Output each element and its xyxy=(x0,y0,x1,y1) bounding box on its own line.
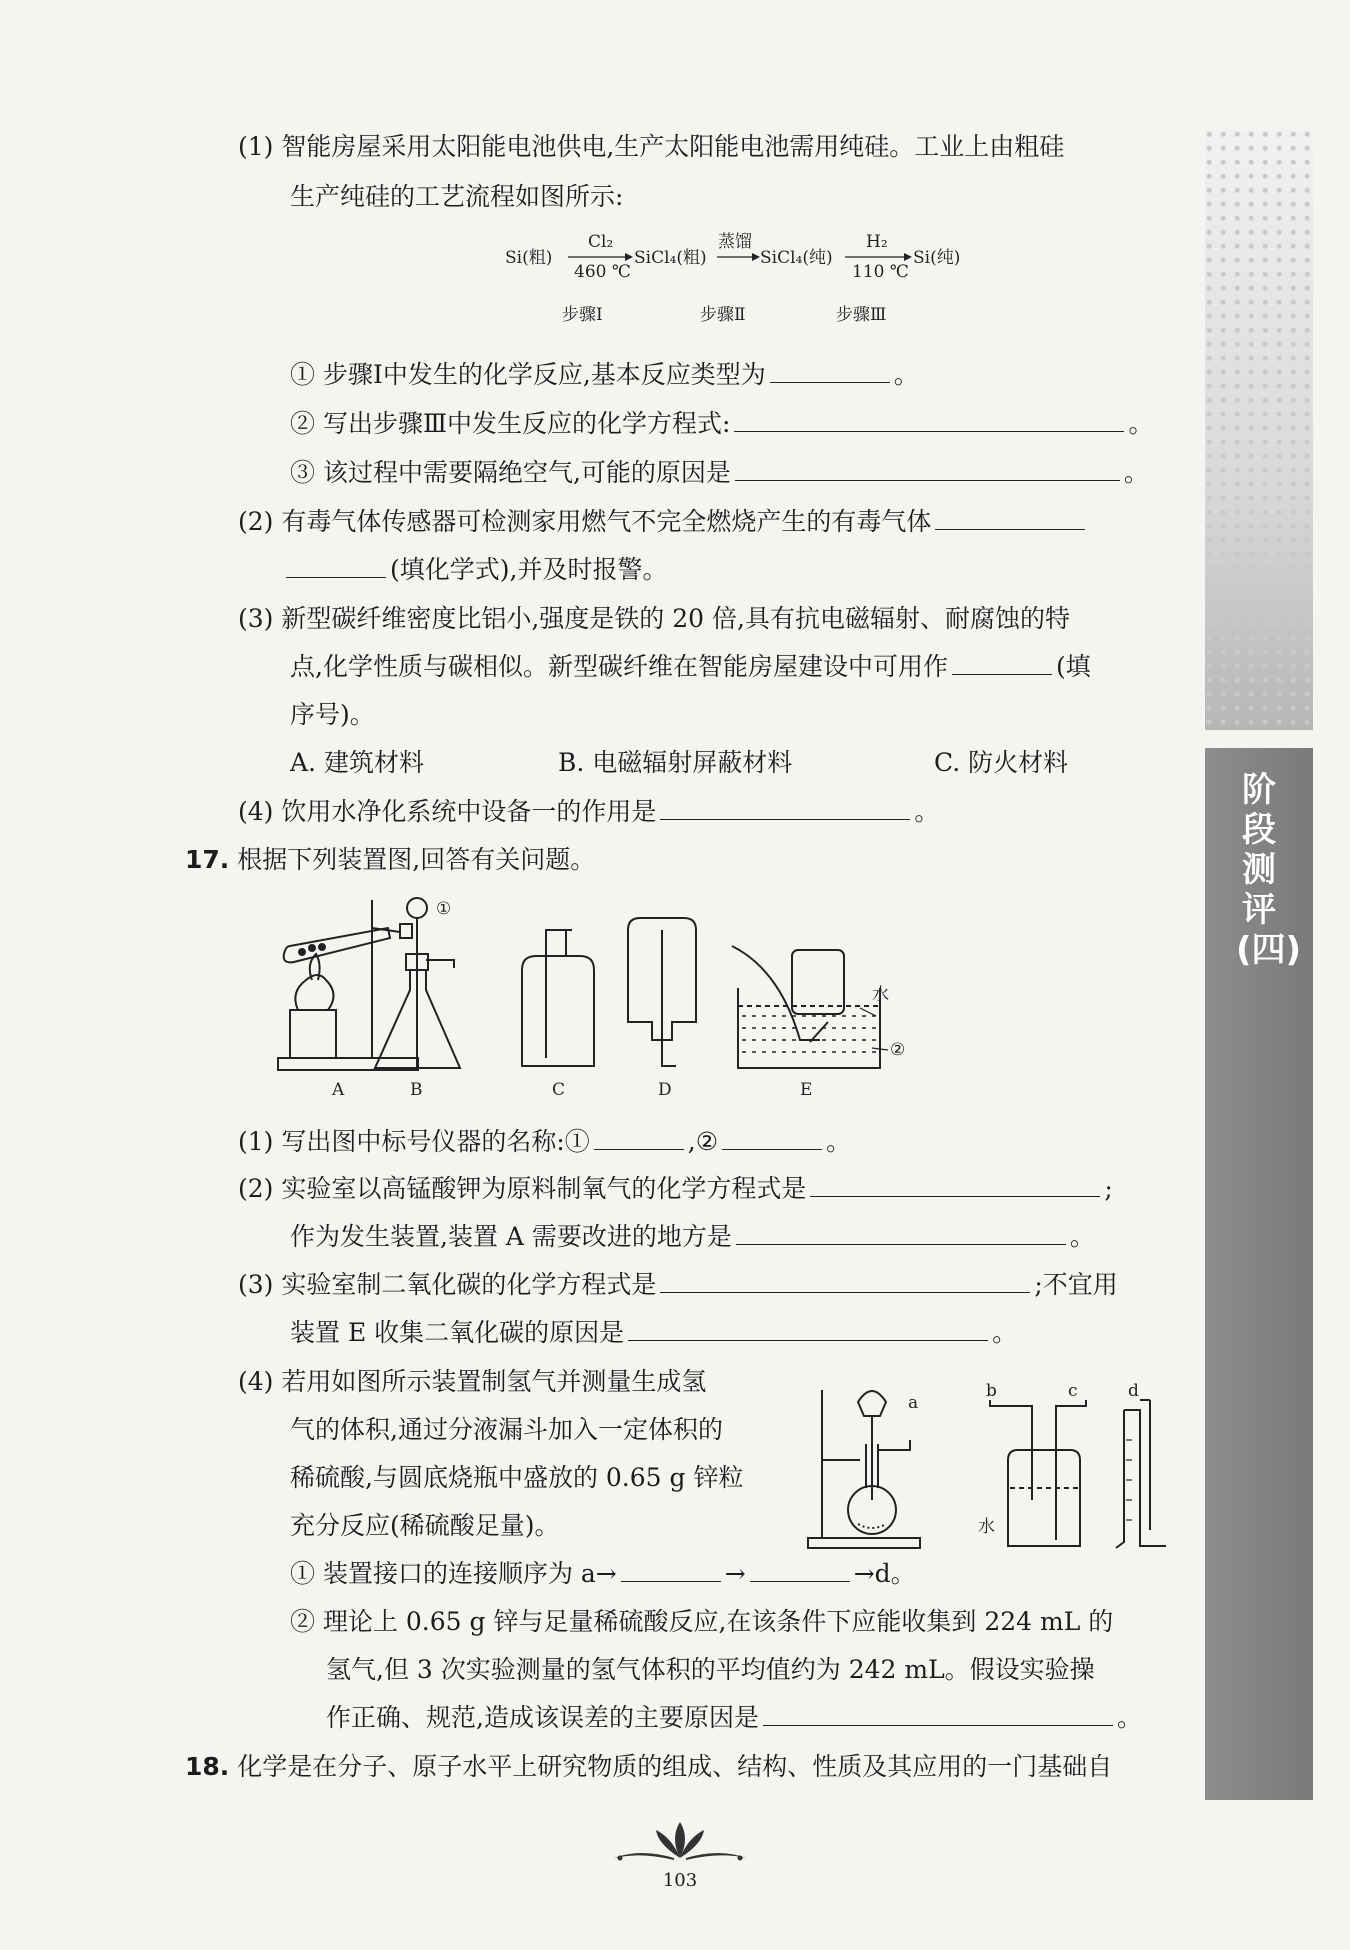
question-number: 17. xyxy=(185,845,230,874)
q17-part4-line2: 气的体积,通过分液漏斗加入一定体积的 xyxy=(290,1415,723,1444)
q16-part1-line2: 生产纯硅的工艺流程如图所示: xyxy=(290,182,624,211)
flow-arrow3-bottom: 110 ℃ xyxy=(852,262,909,282)
q16-part3-line1: (3) 新型碳纤维密度比铝小,强度是铁的 20 倍,具有抗电磁辐射、耐腐蚀的特 xyxy=(238,604,1070,633)
sidebar-tab-label: 阶段测评(四) xyxy=(1236,770,1302,970)
answer-blank[interactable] xyxy=(952,650,1052,675)
answer-blank[interactable] xyxy=(628,1316,988,1341)
sidebar-decoration xyxy=(1205,130,1313,730)
q17-part4-line4: 充分反应(稀硫酸足量)。 xyxy=(290,1511,560,1540)
flow-step3: 步骤Ⅲ xyxy=(836,305,887,325)
label-a: A xyxy=(332,1080,345,1100)
label-circle2: ② xyxy=(890,1040,906,1060)
apparatus-d xyxy=(628,918,696,1066)
answer-blank[interactable] xyxy=(935,505,1085,530)
q16-part3-line3: 序号)。 xyxy=(290,700,375,729)
flow-sicl4-pure: SiCl₄(纯) xyxy=(760,248,833,268)
flow-step1: 步骤Ⅰ xyxy=(562,305,603,325)
q17-part4-line1: (4) 若用如图所示装置制氢气并测量生成氢 xyxy=(238,1367,707,1396)
label-port-b: b xyxy=(986,1381,997,1401)
q17-part2-line1: (2) 实验室以高锰酸钾为原料制氧气的化学方程式是 ; xyxy=(238,1174,1113,1203)
q16-sub1: ① 步骤Ⅰ中发生的化学反应,基本反应类型为 。 xyxy=(290,360,919,389)
flow-arrow1-bottom: 460 ℃ xyxy=(574,262,631,282)
label-e: E xyxy=(800,1080,813,1100)
answer-blank[interactable] xyxy=(770,358,890,383)
q17-part2-line2: 作为发生装置,装置 A 需要改进的地方是 。 xyxy=(290,1222,1095,1251)
q17-part3-line2: 装置 E 收集二氧化碳的原因是 。 xyxy=(290,1318,1018,1347)
q17-stem: 17. 根据下列装置图,回答有关问题。 xyxy=(185,845,596,874)
answer-blank[interactable] xyxy=(763,1701,1113,1726)
water-bottle xyxy=(990,1400,1086,1546)
q18-stem: 18. 化学是在分子、原子水平上研究物质的组成、结构、性质及其应用的一门基础自 xyxy=(185,1752,1113,1781)
question-number: 18. xyxy=(185,1752,230,1781)
answer-blank[interactable] xyxy=(734,407,1124,432)
flow-si-pure: Si(纯) xyxy=(913,248,961,268)
q17-part3-line1: (3) 实验室制二氧化碳的化学方程式是 ;不宜用 xyxy=(238,1270,1118,1299)
q16-part2-line2: (填化学式),并及时报警。 xyxy=(286,553,667,587)
hydrogen-apparatus-diagram xyxy=(800,1360,1200,1560)
label-water-2: 水 xyxy=(978,1517,995,1537)
answer-blank[interactable] xyxy=(660,1268,1030,1293)
apparatus-diagram xyxy=(260,890,1130,1110)
label-port-a: a xyxy=(908,1393,919,1413)
q16-part4: (4) 饮用水净化系统中设备一的作用是 。 xyxy=(238,797,940,826)
answer-blank[interactable] xyxy=(286,553,386,578)
page-number: 103 xyxy=(662,1870,698,1891)
q17-part4-sub1: ① 装置接口的连接顺序为 a→ → →d。 xyxy=(290,1559,916,1588)
measuring-cylinder xyxy=(1116,1400,1166,1548)
answer-blank[interactable] xyxy=(736,1220,1066,1245)
answer-blank[interactable] xyxy=(722,1125,822,1150)
apparatus-e xyxy=(732,946,880,1068)
apparatus-a xyxy=(278,900,418,1070)
flask-setup xyxy=(808,1390,920,1548)
label-b: B xyxy=(410,1080,423,1100)
answer-blank[interactable] xyxy=(660,795,910,820)
label-d: D xyxy=(658,1080,672,1100)
flow-step2: 步骤Ⅱ xyxy=(700,305,746,325)
process-flow-diagram xyxy=(500,225,1020,335)
flow-arrow3-top: H₂ xyxy=(866,232,888,252)
flow-sicl4-crude: SiCl₄(粗) xyxy=(634,248,707,268)
answer-blank[interactable] xyxy=(750,1557,850,1582)
q17-part4-sub2-line2: 氢气,但 3 次实验测量的氢气体积的平均值约为 242 mL。假设实验操 xyxy=(326,1655,1095,1684)
q16-sub2: ② 写出步骤Ⅲ中发生反应的化学方程式: 。 xyxy=(290,409,1154,438)
option-a: A. 建筑材料 xyxy=(290,748,424,777)
label-c: C xyxy=(552,1080,566,1100)
apparatus-b xyxy=(375,898,460,1070)
flow-arrow2-top: 蒸馏 xyxy=(718,232,752,252)
answer-blank[interactable] xyxy=(621,1557,721,1582)
label-port-c: c xyxy=(1068,1381,1078,1401)
apparatus-c xyxy=(522,930,594,1066)
flow-arrow1-top: Cl₂ xyxy=(588,232,614,252)
q17-part4-sub2-line3: 作正确、规范,造成该误差的主要原因是 。 xyxy=(326,1703,1142,1732)
footer-ornament-icon xyxy=(600,1818,760,1868)
q17-part1: (1) 写出图中标号仪器的名称:① ,② 。 xyxy=(238,1127,852,1156)
q17-part4-sub2-line1: ② 理论上 0.65 g 锌与足量稀硫酸反应,在该条件下应能收集到 224 mL 的 xyxy=(290,1607,1114,1636)
answer-blank[interactable] xyxy=(594,1125,684,1150)
answer-blank[interactable] xyxy=(810,1172,1100,1197)
q17-part4-line3: 稀硫酸,与圆底烧瓶中盛放的 0.65 g 锌粒 xyxy=(290,1463,744,1492)
label-port-d: d xyxy=(1128,1381,1139,1401)
option-c: C. 防火材料 xyxy=(934,748,1069,777)
q16-part3-line2: 点,化学性质与碳相似。新型碳纤维在智能房屋建设中可用作 (填 xyxy=(290,652,1091,681)
q16-part2-line1: (2) 有毒气体传感器可检测家用燃气不完全燃烧产生的有毒气体 xyxy=(238,505,1089,539)
flow-si-crude: Si(粗) xyxy=(505,248,553,268)
q16-sub3: ③ 该过程中需要隔绝空气,可能的原因是 。 xyxy=(290,458,1149,487)
option-b: B. 电磁辐射屏蔽材料 xyxy=(558,748,793,777)
answer-blank[interactable] xyxy=(735,456,1120,481)
label-water: 水 xyxy=(872,985,889,1005)
label-circle1: ① xyxy=(436,899,452,919)
q16-part1-line1: (1) 智能房屋采用太阳能电池供电,生产太阳能电池需用纯硅。工业上由粗硅 xyxy=(238,132,1065,161)
